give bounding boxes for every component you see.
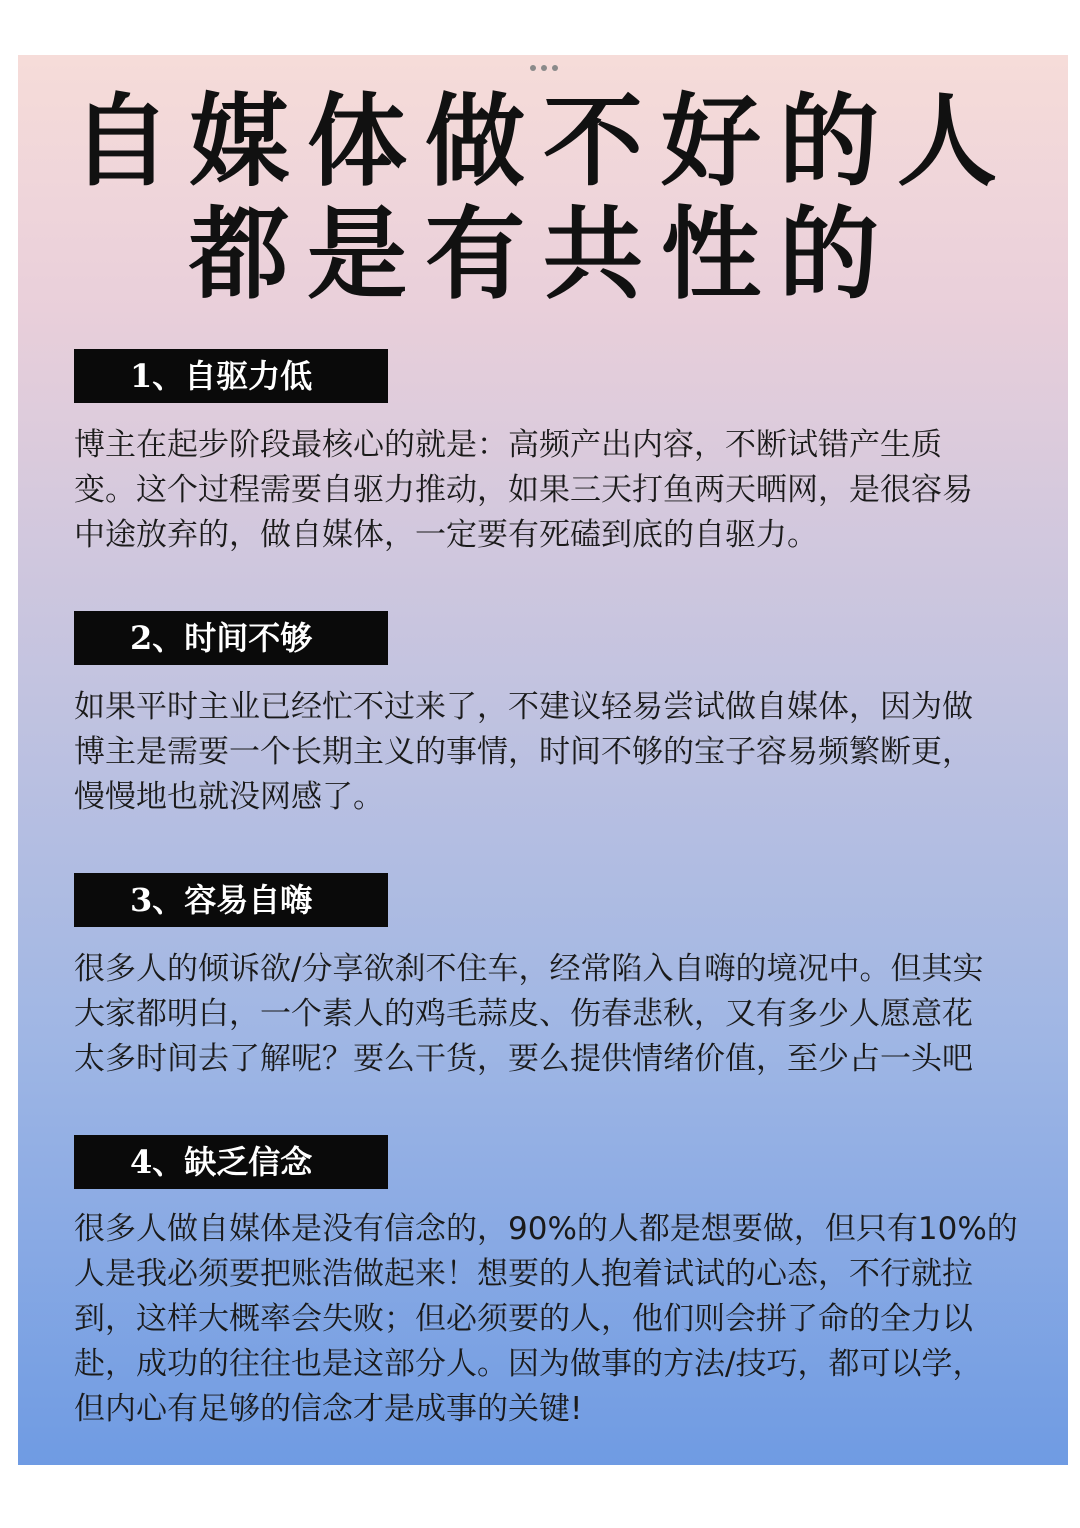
section-4-line: 到，这样大概率会失败；但必须要的人，他们则会拼了命的全力以	[74, 1301, 973, 1337]
section-1-heading: 1、自驱力低	[74, 349, 388, 403]
section-2-heading: 2、时间不够	[74, 611, 388, 665]
section-4-line: 很多人做自媒体是没有信念的，90%的人都是想要做，但只有10%的	[74, 1211, 1018, 1247]
section-2-line: 如果平时主业已经忙不过来了，不建议轻易尝试做自媒体，因为做	[74, 689, 973, 725]
more-options-icon[interactable]	[530, 64, 558, 72]
section-4-line: 但内心有足够的信念才是成事的关键!	[74, 1391, 583, 1427]
section-3-line: 太多时间去了解呢？要么干货，要么提供情绪价值，至少占一头吧	[74, 1041, 973, 1077]
section-3-line: 大家都明白，一个素人的鸡毛蒜皮、伤春悲秋，又有多少人愿意花	[74, 996, 973, 1032]
title-line-1: 自媒体做不好的人	[71, 83, 1015, 200]
section-1-line: 变。这个过程需要自驱力推动，如果三天打鱼两天晒网，是很容易	[74, 472, 973, 508]
section-1-line: 博主在起步阶段最核心的就是：高频产出内容，不断试错产生质	[74, 427, 942, 463]
section-4-line: 赴，成功的往往也是这部分人。因为做事的方法/技巧，都可以学，	[74, 1346, 984, 1382]
section-3-heading: 3、容易自嗨	[74, 873, 388, 927]
section-1-line: 中途放弃的，做自媒体，一定要有死磕到底的自驱力。	[74, 517, 818, 553]
section-4-line: 人是我必须要把账浩做起来！想要的人抱着试试的心态，不行就拉	[74, 1256, 973, 1292]
section-3-line: 很多人的倾诉欲/分享欲刹不住车，经常陷入自嗨的境况中。但其实	[74, 951, 984, 987]
section-2-paragraph	[74, 685, 1024, 820]
section-3-paragraph	[74, 947, 1024, 1082]
section-4-heading: 4、缺乏信念	[74, 1135, 388, 1189]
title-line-2: 都是有共性的	[189, 196, 897, 313]
section-1-paragraph	[74, 423, 1024, 558]
section-2-line: 慢慢地也就没网感了。	[74, 779, 384, 815]
section-4-paragraph	[74, 1207, 1024, 1432]
section-2-line: 博主是需要一个长期主义的事情，时间不够的宝子容易频繁断更，	[74, 734, 973, 770]
